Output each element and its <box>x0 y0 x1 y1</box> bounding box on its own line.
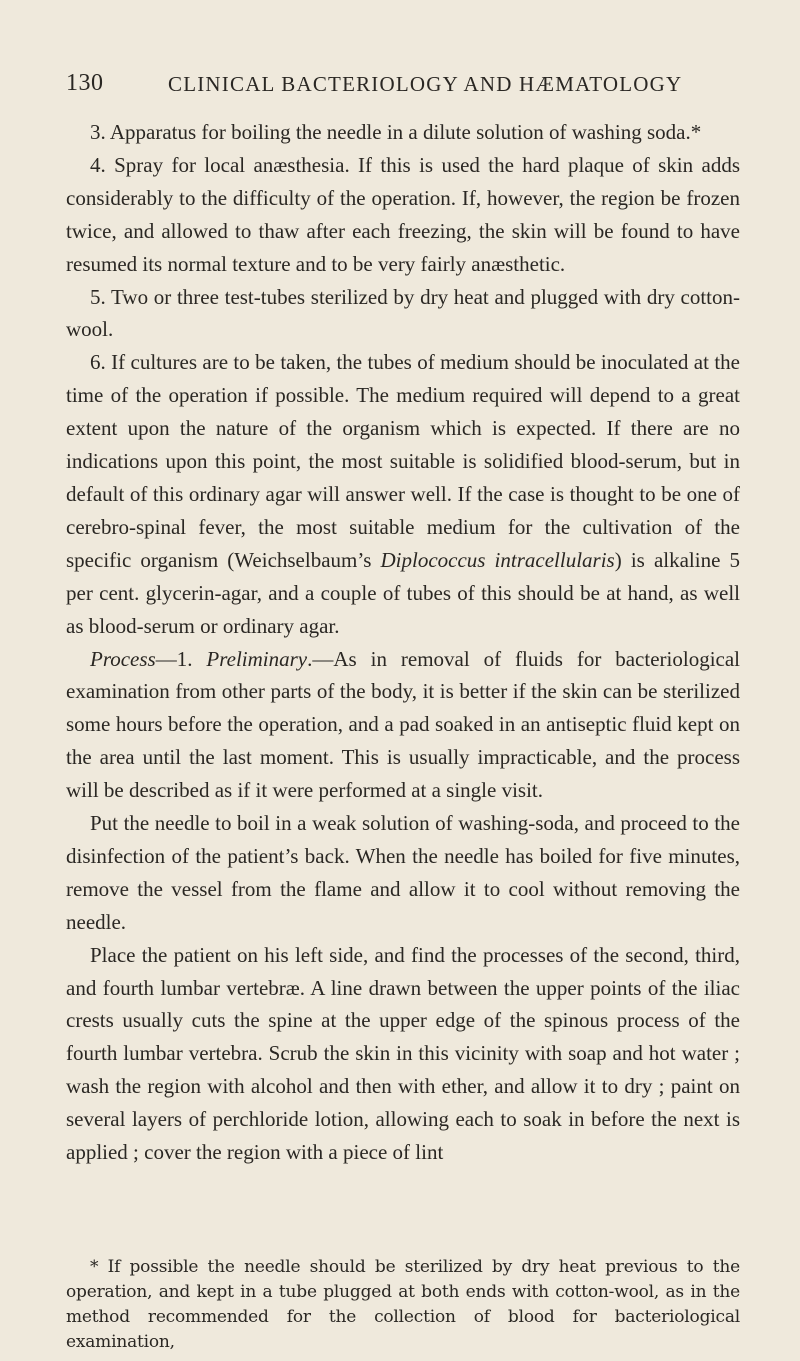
body-text <box>66 116 740 1169</box>
running-head <box>66 70 716 100</box>
footnote-text: * If possible the needle should be sterilized by dry heat previous to the operation, and kept in a tube plugged at both ends with cotton-wool, as in the method recommended for the collection of blood for bacteriological examination, <box>66 1257 740 1352</box>
section-label-process: Process <box>90 646 156 671</box>
paragraph-process <box>66 643 740 808</box>
paragraph-item-6 <box>66 346 740 642</box>
text-span: ) is alkaline 5 per cent. glycerin-agar, and a couple of tubes of this should be at hand, as well as blood-serum or ordinary agar. <box>66 547 741 638</box>
running-title: CLINICAL BACTERIOLOGY AND HÆMATOLOGY <box>168 72 683 96</box>
text-span: .—As in removal of fluids for bacteriological examination from other parts of the body, it is better if the skin can be sterilized some hours before the operation, and a pad soaked in an antiseptic fluid kept on the area until the last moment. This is usually impracticable, and the process will be described as if it were performed at a single visit. <box>66 646 741 803</box>
section-label-preliminary: Preliminary <box>206 646 308 671</box>
paragraph-item-5: 5. Two or three test-tubes sterilized by dry heat and plugged with dry cotton-wool. <box>66 284 740 342</box>
organism-name: Diplococcus intracellularis <box>380 547 615 572</box>
paragraph-item-4: 4. Spray for local anæsthesia. If this is used the hard plaque of skin adds considerably to the difficulty of the operation. If, however, the region be frozen twice, and allowed to thaw after each freezing, the skin will be found to have resumed its normal texture and to be very fairly anæsthetic. <box>66 152 740 276</box>
text-span: —1. <box>155 646 207 671</box>
footnote <box>66 1255 740 1355</box>
text-span: 6. If cultures are to be taken, the tubes of medium should be inoculated at the time of the operation if possible. The medium required will depend to a great extent upon the nature of the organism which is expected. If there are no indications upon this point, the most suitable is solidified blood-serum, but in default of this ordinary agar will answer well. If the case is thought to be one of cerebro-spinal fever, the most suitable medium for the cultivation of the specific organism (Weichselbaum’s <box>66 350 740 572</box>
paragraph-needle: Put the needle to boil in a weak solution of washing-soda, and proceed to the disinfection of the patient’s back. When the needle has boiled for five minutes, remove the vessel from the flame and allow it to cool without removing the needle. <box>66 811 740 934</box>
paragraph-patient: Place the patient on his left side, and find the processes of the second, third, and fourth lumbar vertebræ. A line drawn between the upper points of the iliac crests usually cuts the spine at the upper edge of the spinous process of the fourth lumbar vertebra. Scrub the skin in this vicinity with soap and hot water ; wash the region with alcohol and then with ether, and allow it to dry ; paint on several layers of perchloride lotion, allowing each to soak in before the next is applied ; cover the region with a piece of lint <box>66 942 740 1165</box>
page-number: 130 <box>66 70 104 96</box>
paragraph-item-3: 3. Apparatus for boiling the needle in a dilute solution of washing soda.* <box>90 120 702 144</box>
